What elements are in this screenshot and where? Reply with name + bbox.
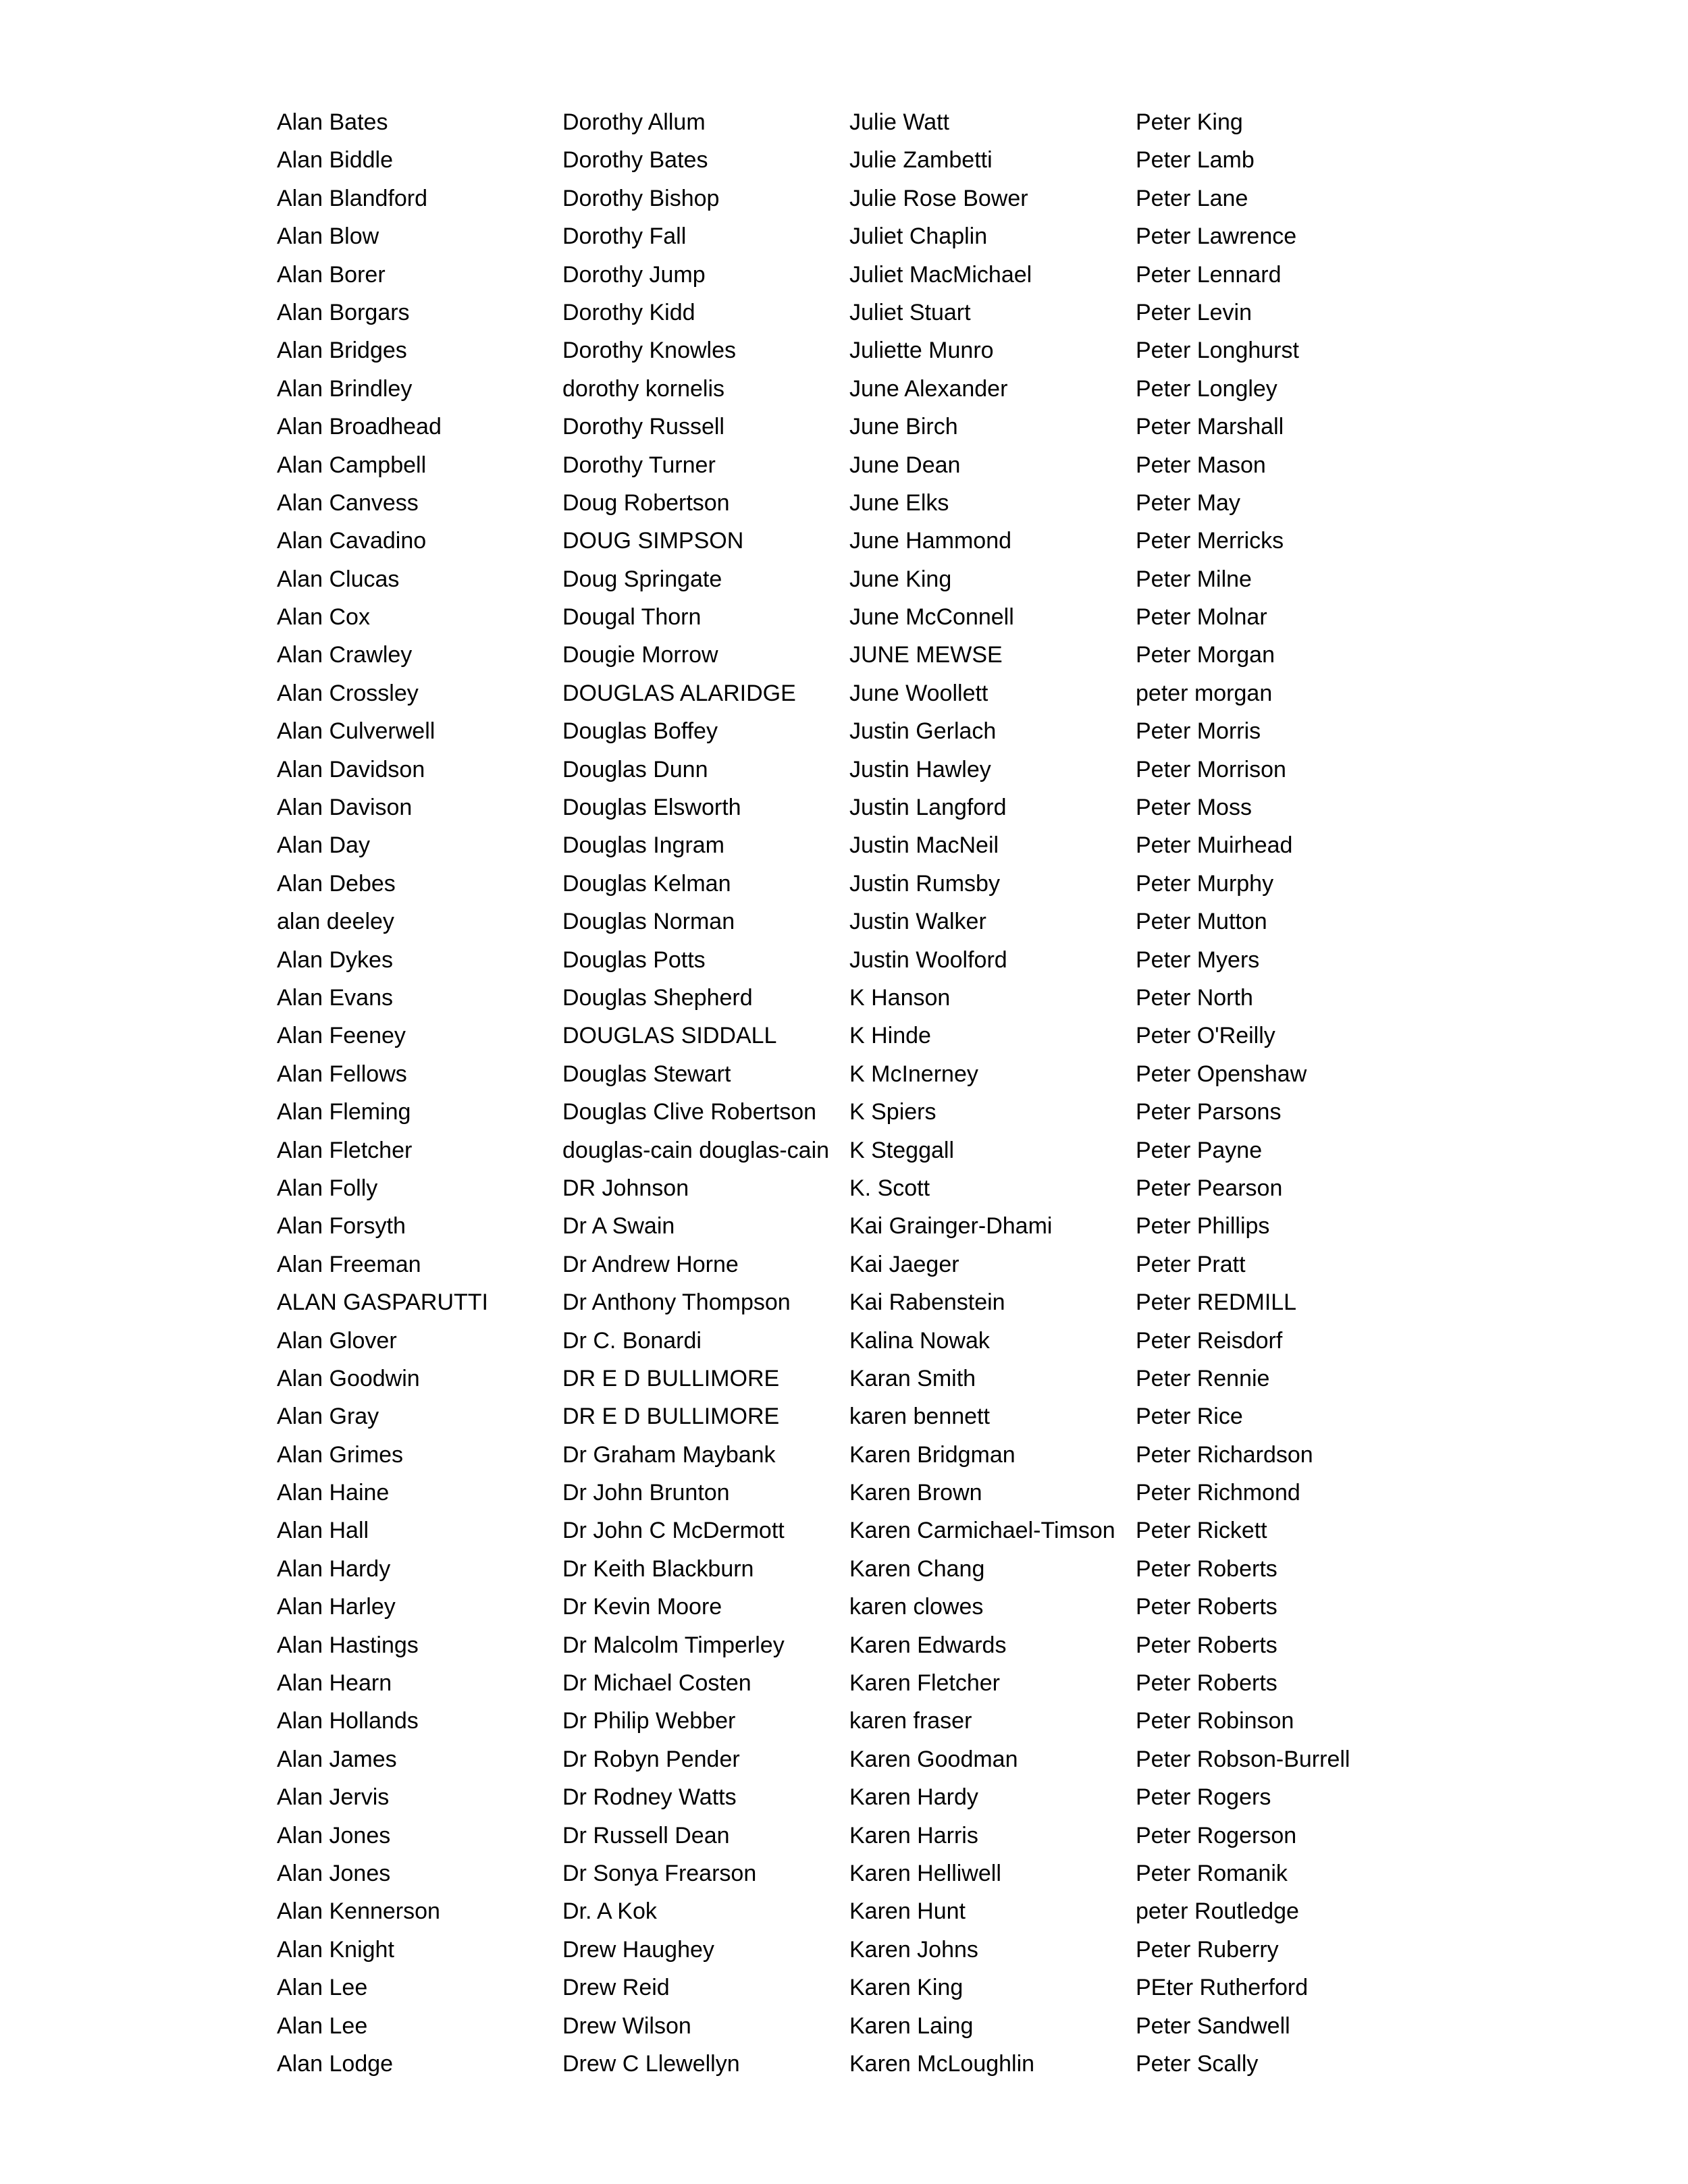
name-entry: Dougie Morrow (562, 642, 718, 668)
name-entry: Alan Feeney (277, 1023, 406, 1049)
name-entry: Dr Graham Maybank (562, 1441, 776, 1468)
name-entry: Alan Hall (277, 1518, 369, 1544)
name-entry: Dr Russell Dean (562, 1822, 730, 1848)
name-entry: Peter Reisdorf (1136, 1327, 1283, 1354)
name-entry: Dorothy Allum (562, 109, 706, 135)
name-entry: Karen Helliwell (849, 1860, 1001, 1886)
name-entry: Dorothy Fall (562, 223, 687, 250)
name-entry: Dr Andrew Horne (562, 1251, 739, 1277)
name-entry: Karen Bridgman (849, 1441, 1016, 1468)
name-entry: Peter Richardson (1136, 1441, 1313, 1468)
name-entry: Peter Robinson (1136, 1708, 1294, 1734)
name-entry: Dr Kevin Moore (562, 1594, 722, 1620)
name-entry: K. Scott (849, 1175, 930, 1201)
name-entry: Peter Mason (1136, 452, 1266, 478)
name-entry: Peter Myers (1136, 947, 1260, 973)
name-entry: June Alexander (849, 375, 1008, 402)
name-entry: Peter REDMILL (1136, 1289, 1297, 1316)
name-entry: Peter Murphy (1136, 870, 1274, 897)
name-entry: Douglas Norman (562, 909, 735, 935)
name-entry: Alan Blow (277, 223, 379, 250)
name-entry: Karen Fletcher (849, 1670, 1000, 1697)
name-entry: Peter Lamb (1136, 147, 1255, 174)
name-entry: Drew Reid (562, 1975, 670, 2001)
name-entry: Dorothy Russell (562, 414, 724, 440)
name-entry: Drew Wilson (562, 2013, 691, 2039)
name-entry: Peter Mutton (1136, 909, 1267, 935)
name-entry: JUNE MEWSE (849, 642, 1003, 668)
name-entry: Peter Pearson (1136, 1175, 1283, 1201)
name-entry: Peter O'Reilly (1136, 1023, 1275, 1049)
name-entry: Dr Michael Costen (562, 1670, 751, 1697)
name-entry: Peter Parsons (1136, 1099, 1282, 1125)
name-entry: Alan Crawley (277, 642, 413, 668)
name-entry: June Hammond (849, 528, 1012, 554)
name-entry: Douglas Potts (562, 947, 706, 973)
name-entry: DOUGLAS SIDDALL (562, 1023, 777, 1049)
name-entry: Karen Brown (849, 1480, 982, 1506)
name-entry: Douglas Ingram (562, 832, 725, 859)
name-entry: Julie Watt (849, 109, 950, 135)
name-entry: Peter May (1136, 489, 1240, 516)
name-entry: Alan Day (277, 832, 370, 859)
name-entry: Alan Culverwell (277, 718, 436, 745)
name-entry: June King (849, 566, 952, 592)
name-entry: Douglas Stewart (562, 1061, 731, 1087)
name-entry: Karen Carmichael-Timson (849, 1518, 1115, 1544)
names-column-4 (1136, 103, 1419, 2083)
name-entry: Karen Johns (849, 1936, 978, 1963)
name-entry: Peter Robson-Burrell (1136, 1746, 1350, 1772)
name-entry: Alan Borgars (277, 299, 410, 325)
name-entry: Alan Hastings (277, 1632, 419, 1658)
name-entry: Justin Woolford (849, 947, 1007, 973)
name-entry: Alan Glover (277, 1327, 397, 1354)
name-entry: Alan Borer (277, 261, 386, 288)
name-entry: June Woollett (849, 680, 988, 706)
name-entry: Juliet MacMichael (849, 261, 1032, 288)
name-entry: douglas-cain douglas-cain (562, 1137, 830, 1163)
name-entry: Karan Smith (849, 1365, 976, 1391)
name-entry: peter Routledge (1136, 1898, 1299, 1925)
name-entry: Justin Hawley (849, 756, 991, 782)
name-entry: Peter Merricks (1136, 528, 1284, 554)
name-entry: Peter Richmond (1136, 1480, 1300, 1506)
name-entry: Peter Rice (1136, 1404, 1243, 1430)
name-entry: Douglas Dunn (562, 756, 708, 782)
name-entry: Julie Rose Bower (849, 185, 1028, 211)
name-entry: Alan Canvess (277, 489, 419, 516)
name-entry: Karen Edwards (849, 1632, 1007, 1658)
name-entry: Alan Forsyth (277, 1213, 406, 1240)
name-entry: K Hinde (849, 1023, 931, 1049)
name-entry: Alan Grimes (277, 1441, 404, 1468)
name-entry: Dr Rodney Watts (562, 1784, 737, 1811)
name-entry: Alan Lee (277, 2013, 368, 2039)
name-entry: Alan Cavadino (277, 528, 427, 554)
name-entry: K Steggall (849, 1137, 954, 1163)
name-entry: Alan Harley (277, 1594, 396, 1620)
name-entry: Alan Biddle (277, 147, 394, 174)
name-entry: Dr. A Kok (562, 1898, 657, 1925)
name-entry: June Dean (849, 452, 961, 478)
name-entry: Dougal Thorn (562, 604, 702, 631)
name-entry: Justin Langford (849, 795, 1007, 821)
name-entry: Peter Roberts (1136, 1670, 1277, 1697)
name-entry: Peter King (1136, 109, 1243, 135)
name-entry: Alan Evans (277, 984, 393, 1011)
name-entry: Peter Longley (1136, 375, 1277, 402)
name-entry: Peter Levin (1136, 299, 1252, 325)
name-entry: K McInerney (849, 1061, 978, 1087)
name-entry: Juliet Chaplin (849, 223, 988, 250)
name-entry: K Spiers (849, 1099, 937, 1125)
name-entry: Peter Lane (1136, 185, 1248, 211)
name-entry: Alan Clucas (277, 566, 400, 592)
name-entry: Justin Walker (849, 909, 986, 935)
name-entry: Kai Grainger-Dhami (849, 1213, 1053, 1240)
name-entry: Peter Phillips (1136, 1213, 1270, 1240)
name-entry: Alan Lodge (277, 2050, 394, 2077)
name-entry: Alan Jervis (277, 1784, 390, 1811)
names-column-2 (562, 103, 846, 2083)
name-entry: karen bennett (849, 1404, 990, 1430)
name-entry: Peter Rickett (1136, 1518, 1267, 1544)
name-entry: karen fraser (849, 1708, 972, 1734)
name-entry: Dr Philip Webber (562, 1708, 736, 1734)
name-entry: dorothy kornelis (562, 375, 725, 402)
name-entry: Douglas Elsworth (562, 795, 741, 821)
name-entry: Julie Zambetti (849, 147, 993, 174)
names-column-1 (277, 103, 554, 2083)
name-entry: Justin MacNeil (849, 832, 999, 859)
name-entry: Peter Rogerson (1136, 1822, 1297, 1848)
name-entry: June Elks (849, 489, 949, 516)
name-entry: Dorothy Bates (562, 147, 708, 174)
name-entry: Alan Fellows (277, 1061, 407, 1087)
name-entry: Alan Hollands (277, 1708, 419, 1734)
name-entry: Drew C Llewellyn (562, 2050, 740, 2077)
name-entry: alan deeley (277, 909, 394, 935)
name-entry: Douglas Clive Robertson (562, 1099, 817, 1125)
name-entry: Karen Hunt (849, 1898, 966, 1925)
name-entry: PEter Rutherford (1136, 1975, 1309, 2001)
name-entry: Dorothy Bishop (562, 185, 720, 211)
name-entry: Dorothy Turner (562, 452, 716, 478)
name-entry: Karen Harris (849, 1822, 978, 1848)
name-entry: Alan Knight (277, 1936, 394, 1963)
name-entry: Peter Muirhead (1136, 832, 1293, 859)
name-entry: Alan Fletcher (277, 1137, 413, 1163)
name-entry: Peter Morgan (1136, 642, 1275, 668)
name-entry: Peter Marshall (1136, 414, 1284, 440)
name-entry: Juliette Munro (849, 338, 994, 364)
name-entry: Karen Hardy (849, 1784, 978, 1811)
name-entry: Doug Robertson (562, 489, 730, 516)
name-entry: DOUGLAS ALARIDGE (562, 680, 796, 706)
name-entry: Doug Springate (562, 566, 722, 592)
name-entry: June Birch (849, 414, 958, 440)
name-entry: Douglas Boffey (562, 718, 718, 745)
name-entry: Dr Sonya Frearson (562, 1860, 757, 1886)
name-entry: Alan Lee (277, 1975, 368, 2001)
name-entry: Peter Romanik (1136, 1860, 1288, 1886)
name-entry: Peter Longhurst (1136, 338, 1299, 364)
name-entry: Douglas Shepherd (562, 984, 753, 1011)
name-entry: Alan Debes (277, 870, 396, 897)
name-entry: Dr A Swain (562, 1213, 675, 1240)
name-entry: Alan Cox (277, 604, 370, 631)
name-entry: DR E D BULLIMORE (562, 1404, 780, 1430)
name-entry: Peter Roberts (1136, 1594, 1277, 1620)
name-entry: Juliet Stuart (849, 299, 971, 325)
names-column-3 (849, 103, 1133, 2083)
name-entry: Karen Chang (849, 1555, 985, 1582)
name-entry: Peter Roberts (1136, 1632, 1277, 1658)
name-entry: Dr John C McDermott (562, 1518, 785, 1544)
name-entry: karen clowes (849, 1594, 984, 1620)
name-entry: DOUG SIMPSON (562, 528, 744, 554)
name-entry: Dr John Brunton (562, 1480, 730, 1506)
name-entry: Peter Roberts (1136, 1555, 1277, 1582)
name-entry: Dorothy Jump (562, 261, 706, 288)
name-entry: June McConnell (849, 604, 1014, 631)
name-entry: Dr C. Bonardi (562, 1327, 702, 1354)
name-entry: Dorothy Knowles (562, 338, 737, 364)
name-entry: Peter Lennard (1136, 261, 1282, 288)
name-entry: Justin Rumsby (849, 870, 1000, 897)
name-entry: Alan Jones (277, 1860, 391, 1886)
name-entry: Peter Rennie (1136, 1365, 1270, 1391)
name-entry: Dorothy Kidd (562, 299, 695, 325)
name-entry: Alan Gray (277, 1404, 379, 1430)
name-entry: Alan Hearn (277, 1670, 392, 1697)
name-entry: Dr Malcolm Timperley (562, 1632, 785, 1658)
name-entry: Drew Haughey (562, 1936, 714, 1963)
name-entry: Douglas Kelman (562, 870, 731, 897)
name-entry: DR E D BULLIMORE (562, 1365, 780, 1391)
name-entry: Peter Morrison (1136, 756, 1286, 782)
name-entry: Peter Moss (1136, 795, 1252, 821)
name-entry: Alan Dykes (277, 947, 393, 973)
name-entry: Alan Crossley (277, 680, 419, 706)
name-entry: K Hanson (849, 984, 951, 1011)
name-entry: Alan Blandford (277, 185, 428, 211)
name-entry: Peter Ruberry (1136, 1936, 1279, 1963)
name-entry: Alan Bridges (277, 338, 407, 364)
name-entry: Alan Fleming (277, 1099, 411, 1125)
name-entry: Kalina Nowak (849, 1327, 990, 1354)
name-entry: Alan Bates (277, 109, 388, 135)
name-entry: Alan Brindley (277, 375, 413, 402)
name-entry: Peter Molnar (1136, 604, 1267, 631)
name-entry: Alan Davidson (277, 756, 425, 782)
name-entry: Dr Robyn Pender (562, 1746, 740, 1772)
name-entry: Alan Folly (277, 1175, 378, 1201)
name-entry: Karen McLoughlin (849, 2050, 1035, 2077)
name-entry: DR Johnson (562, 1175, 689, 1201)
name-entry: Dr Keith Blackburn (562, 1555, 754, 1582)
name-entry: Peter Payne (1136, 1137, 1263, 1163)
name-entry: Alan Jones (277, 1822, 391, 1848)
name-entry: Peter Pratt (1136, 1251, 1246, 1277)
name-entry: Alan Freeman (277, 1251, 421, 1277)
name-entry: Peter Lawrence (1136, 223, 1297, 250)
name-entry: Peter North (1136, 984, 1253, 1011)
name-entry: Kai Rabenstein (849, 1289, 1005, 1316)
name-entry: peter morgan (1136, 680, 1273, 706)
name-entry: Alan Davison (277, 795, 413, 821)
name-entry: Peter Sandwell (1136, 2013, 1290, 2039)
name-entry: Alan Broadhead (277, 414, 442, 440)
name-entry: Alan Haine (277, 1480, 390, 1506)
name-entry: Kai Jaeger (849, 1251, 959, 1277)
name-entry: Peter Morris (1136, 718, 1261, 745)
name-entry: Peter Milne (1136, 566, 1252, 592)
name-entry: Peter Openshaw (1136, 1061, 1307, 1087)
name-entry: Karen Goodman (849, 1746, 1018, 1772)
name-entry: Peter Scally (1136, 2050, 1259, 2077)
name-entry: Alan Hardy (277, 1555, 391, 1582)
name-entry: Dr Anthony Thompson (562, 1289, 791, 1316)
name-entry: ALAN GASPARUTTI (277, 1289, 488, 1316)
name-entry: Alan Kennerson (277, 1898, 440, 1925)
name-entry: Justin Gerlach (849, 718, 997, 745)
name-entry: Alan Campbell (277, 452, 427, 478)
name-entry: Alan Goodwin (277, 1365, 420, 1391)
name-entry: Karen Laing (849, 2013, 974, 2039)
name-entry: Alan James (277, 1746, 397, 1772)
name-entry: Karen King (849, 1975, 964, 2001)
name-entry: Peter Rogers (1136, 1784, 1271, 1811)
